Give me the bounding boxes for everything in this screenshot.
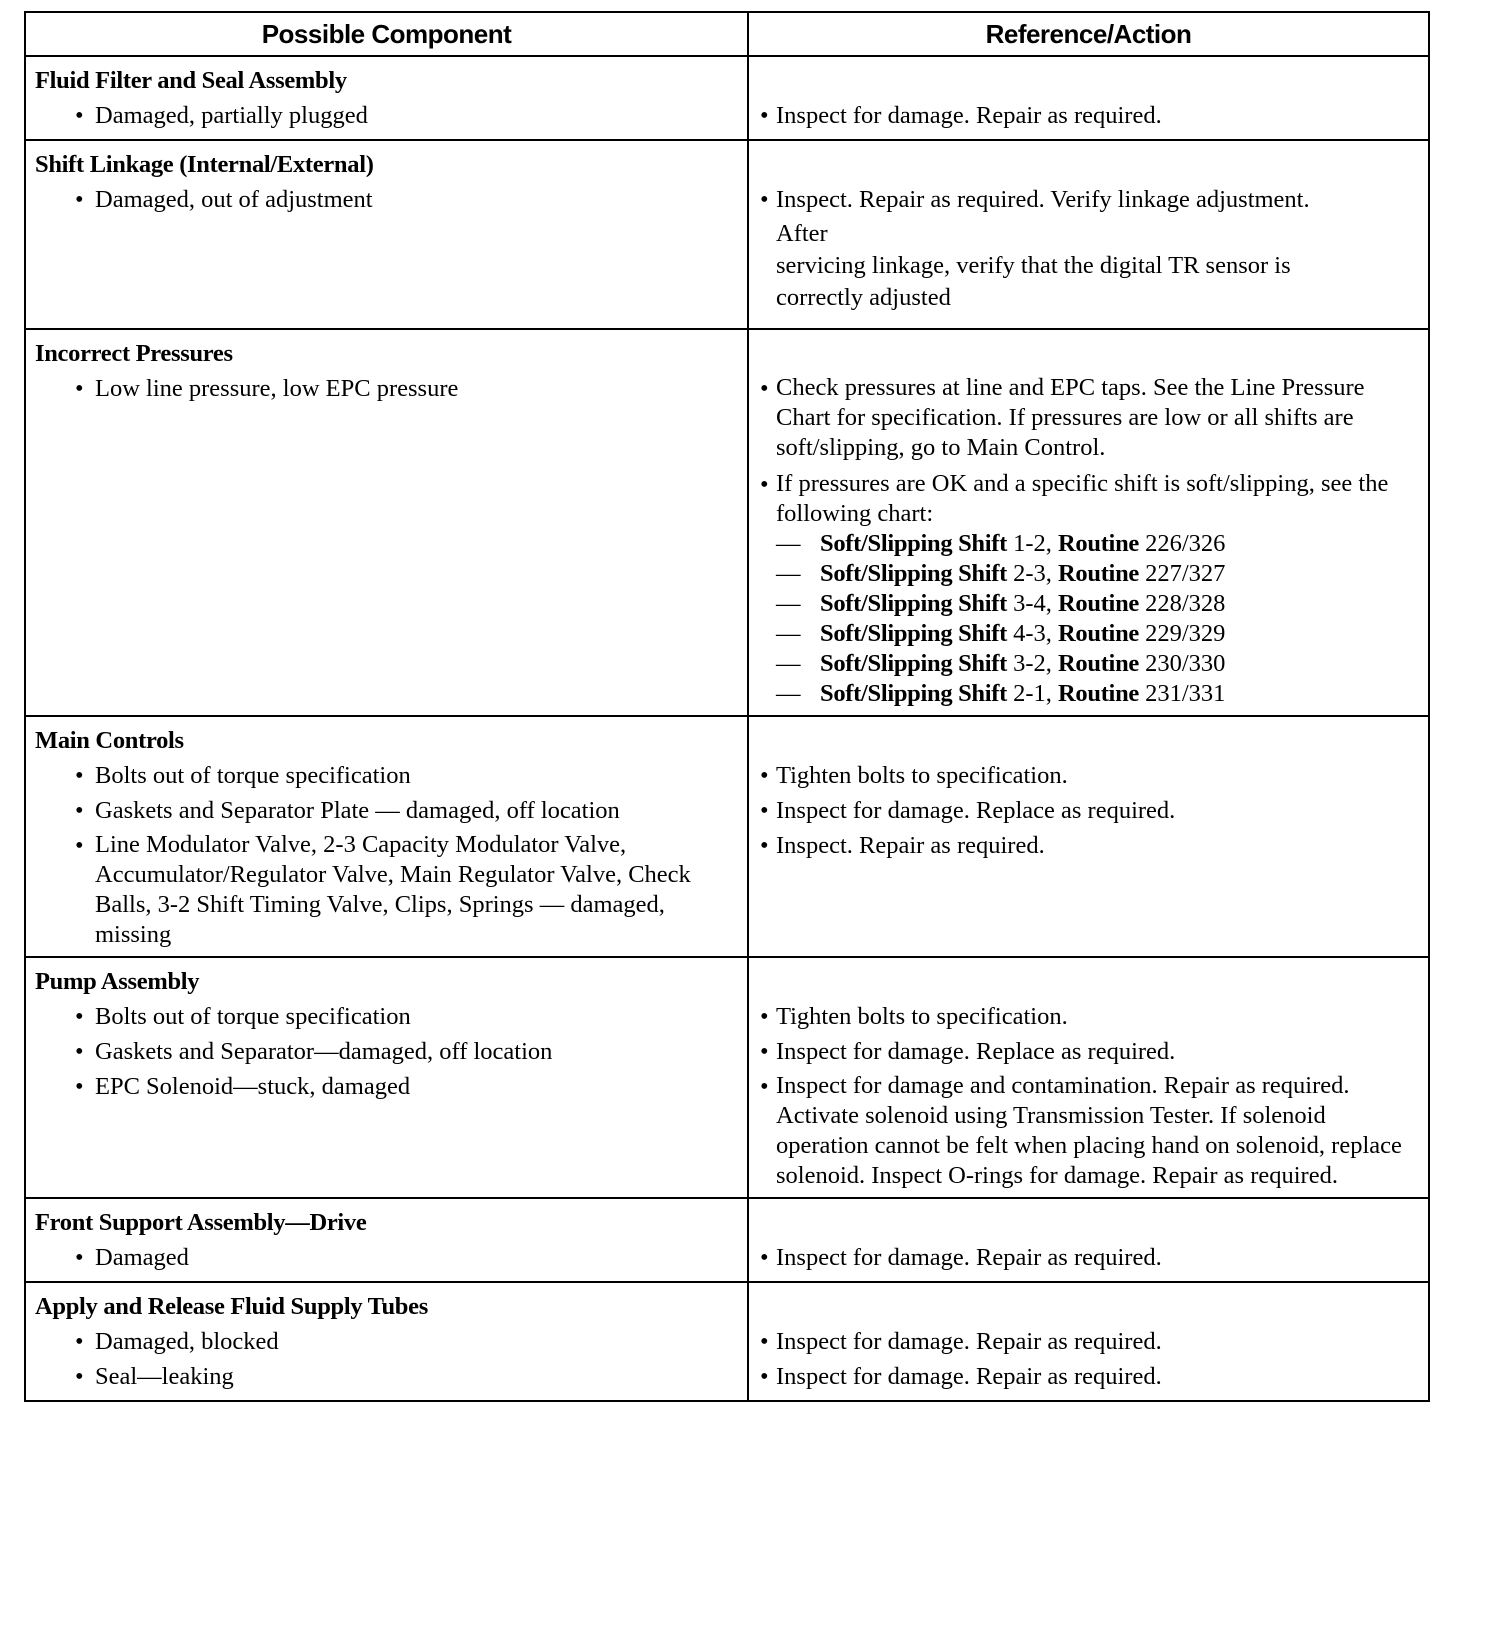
table-row [25,1282,1429,1401]
component-item: • Damaged, partially plugged [75,102,368,129]
component-item: • Damaged, blocked [75,1328,279,1355]
table-row [25,716,1429,957]
table-row [25,56,1429,140]
action-item: • If pressures are OK and a specific shift is soft/slipping, see the following chart: [760,470,1389,527]
component-item: • Damaged, out of adjustment [75,186,373,213]
action-item: • Inspect for damage. Repair as required. [760,1363,1162,1390]
component-title: Pump Assembly [35,968,200,995]
component-item: • Damaged [75,1244,189,1271]
header-possible-component: Possible Component [25,12,748,56]
component-item: • EPC Solenoid—stuck, damaged [75,1073,411,1100]
component-title: Shift Linkage (Internal/External) [35,151,374,178]
action-continuation: After servicing linkage, verify that the digital TR sensor is correctly adjusted [776,220,1291,311]
component-title: Apply and Release Fluid Supply Tubes [35,1293,428,1320]
routine-item: — Soft/Slipping Shift 2-1, Routine 231/331 [776,680,1226,707]
component-cell [25,1198,748,1282]
routine-item: — Soft/Slipping Shift 4-3, Routine 229/329 [776,620,1226,647]
component-cell [25,1282,748,1401]
routine-item: — Soft/Slipping Shift 3-2, Routine 230/330 [776,650,1226,677]
component-item: • Line Modulator Valve, 2-3 Capacity Modulator Valve, Accumulator/Regulator Valve, Main Regulator Valve, Check Balls, 3-2 Shift Timing Valve, Clips, Springs — damaged, missing [75,831,691,948]
action-cell [748,957,1429,1198]
component-item: • Bolts out of torque specification [75,1003,411,1030]
component-cell [25,329,748,716]
table-header-row [25,12,1429,56]
action-item: • Tighten bolts to specification. [760,762,1068,789]
component-cell [25,140,748,329]
component-title: Main Controls [35,727,184,754]
action-item: • Check pressures at line and EPC taps. See the Line Pressure Chart for specification. If pressures are low or all shifts are soft/slipping, go to Main Control. [760,374,1365,461]
action-cell [748,140,1429,329]
component-item: • Seal—leaking [75,1363,234,1390]
component-item: • Bolts out of torque specification [75,762,411,789]
table-row [25,1198,1429,1282]
action-item: • Inspect. Repair as required. Verify linkage adjustment. [760,186,1310,213]
component-title: Front Support Assembly—Drive [35,1209,367,1236]
action-item: • Inspect for damage. Repair as required. [760,102,1162,129]
action-item: • Inspect for damage. Repair as required. [760,1328,1162,1355]
component-title: Incorrect Pressures [35,340,233,367]
action-cell [748,716,1429,957]
action-cell [748,329,1429,716]
routine-item: — Soft/Slipping Shift 2-3, Routine 227/327 [776,560,1226,587]
component-cell [25,716,748,957]
diagnosis-table [24,11,1430,1402]
action-cell [748,1198,1429,1282]
action-item: • Inspect for damage and contamination. Repair as required. Activate solenoid using Transmission Tester. If solenoid operation cannot be felt when placing hand on solenoid, replace solenoid. Inspect O-rings for damage. Repair as required. [760,1072,1402,1189]
action-item: • Inspect for damage. Repair as required. [760,1244,1162,1271]
action-cell [748,1282,1429,1401]
routine-item: — Soft/Slipping Shift 3-4, Routine 228/328 [776,590,1226,617]
action-item: • Inspect. Repair as required. [760,832,1045,859]
component-item: • Gaskets and Separator Plate — damaged, off location [75,797,620,824]
action-item: • Inspect for damage. Replace as required. [760,797,1176,824]
component-cell [25,957,748,1198]
table-row [25,957,1429,1198]
component-title: Fluid Filter and Seal Assembly [35,67,347,94]
component-cell [25,56,748,140]
header-reference-action: Reference/Action [748,12,1429,56]
action-item: • Tighten bolts to specification. [760,1003,1068,1030]
component-item: • Gaskets and Separator—damaged, off location [75,1038,553,1065]
table-row [25,329,1429,716]
routine-item: — Soft/Slipping Shift 1-2, Routine 226/326 [776,530,1226,557]
action-item: • Inspect for damage. Replace as required. [760,1038,1176,1065]
component-item: • Low line pressure, low EPC pressure [75,375,459,402]
table-row [25,140,1429,329]
action-cell [748,56,1429,140]
